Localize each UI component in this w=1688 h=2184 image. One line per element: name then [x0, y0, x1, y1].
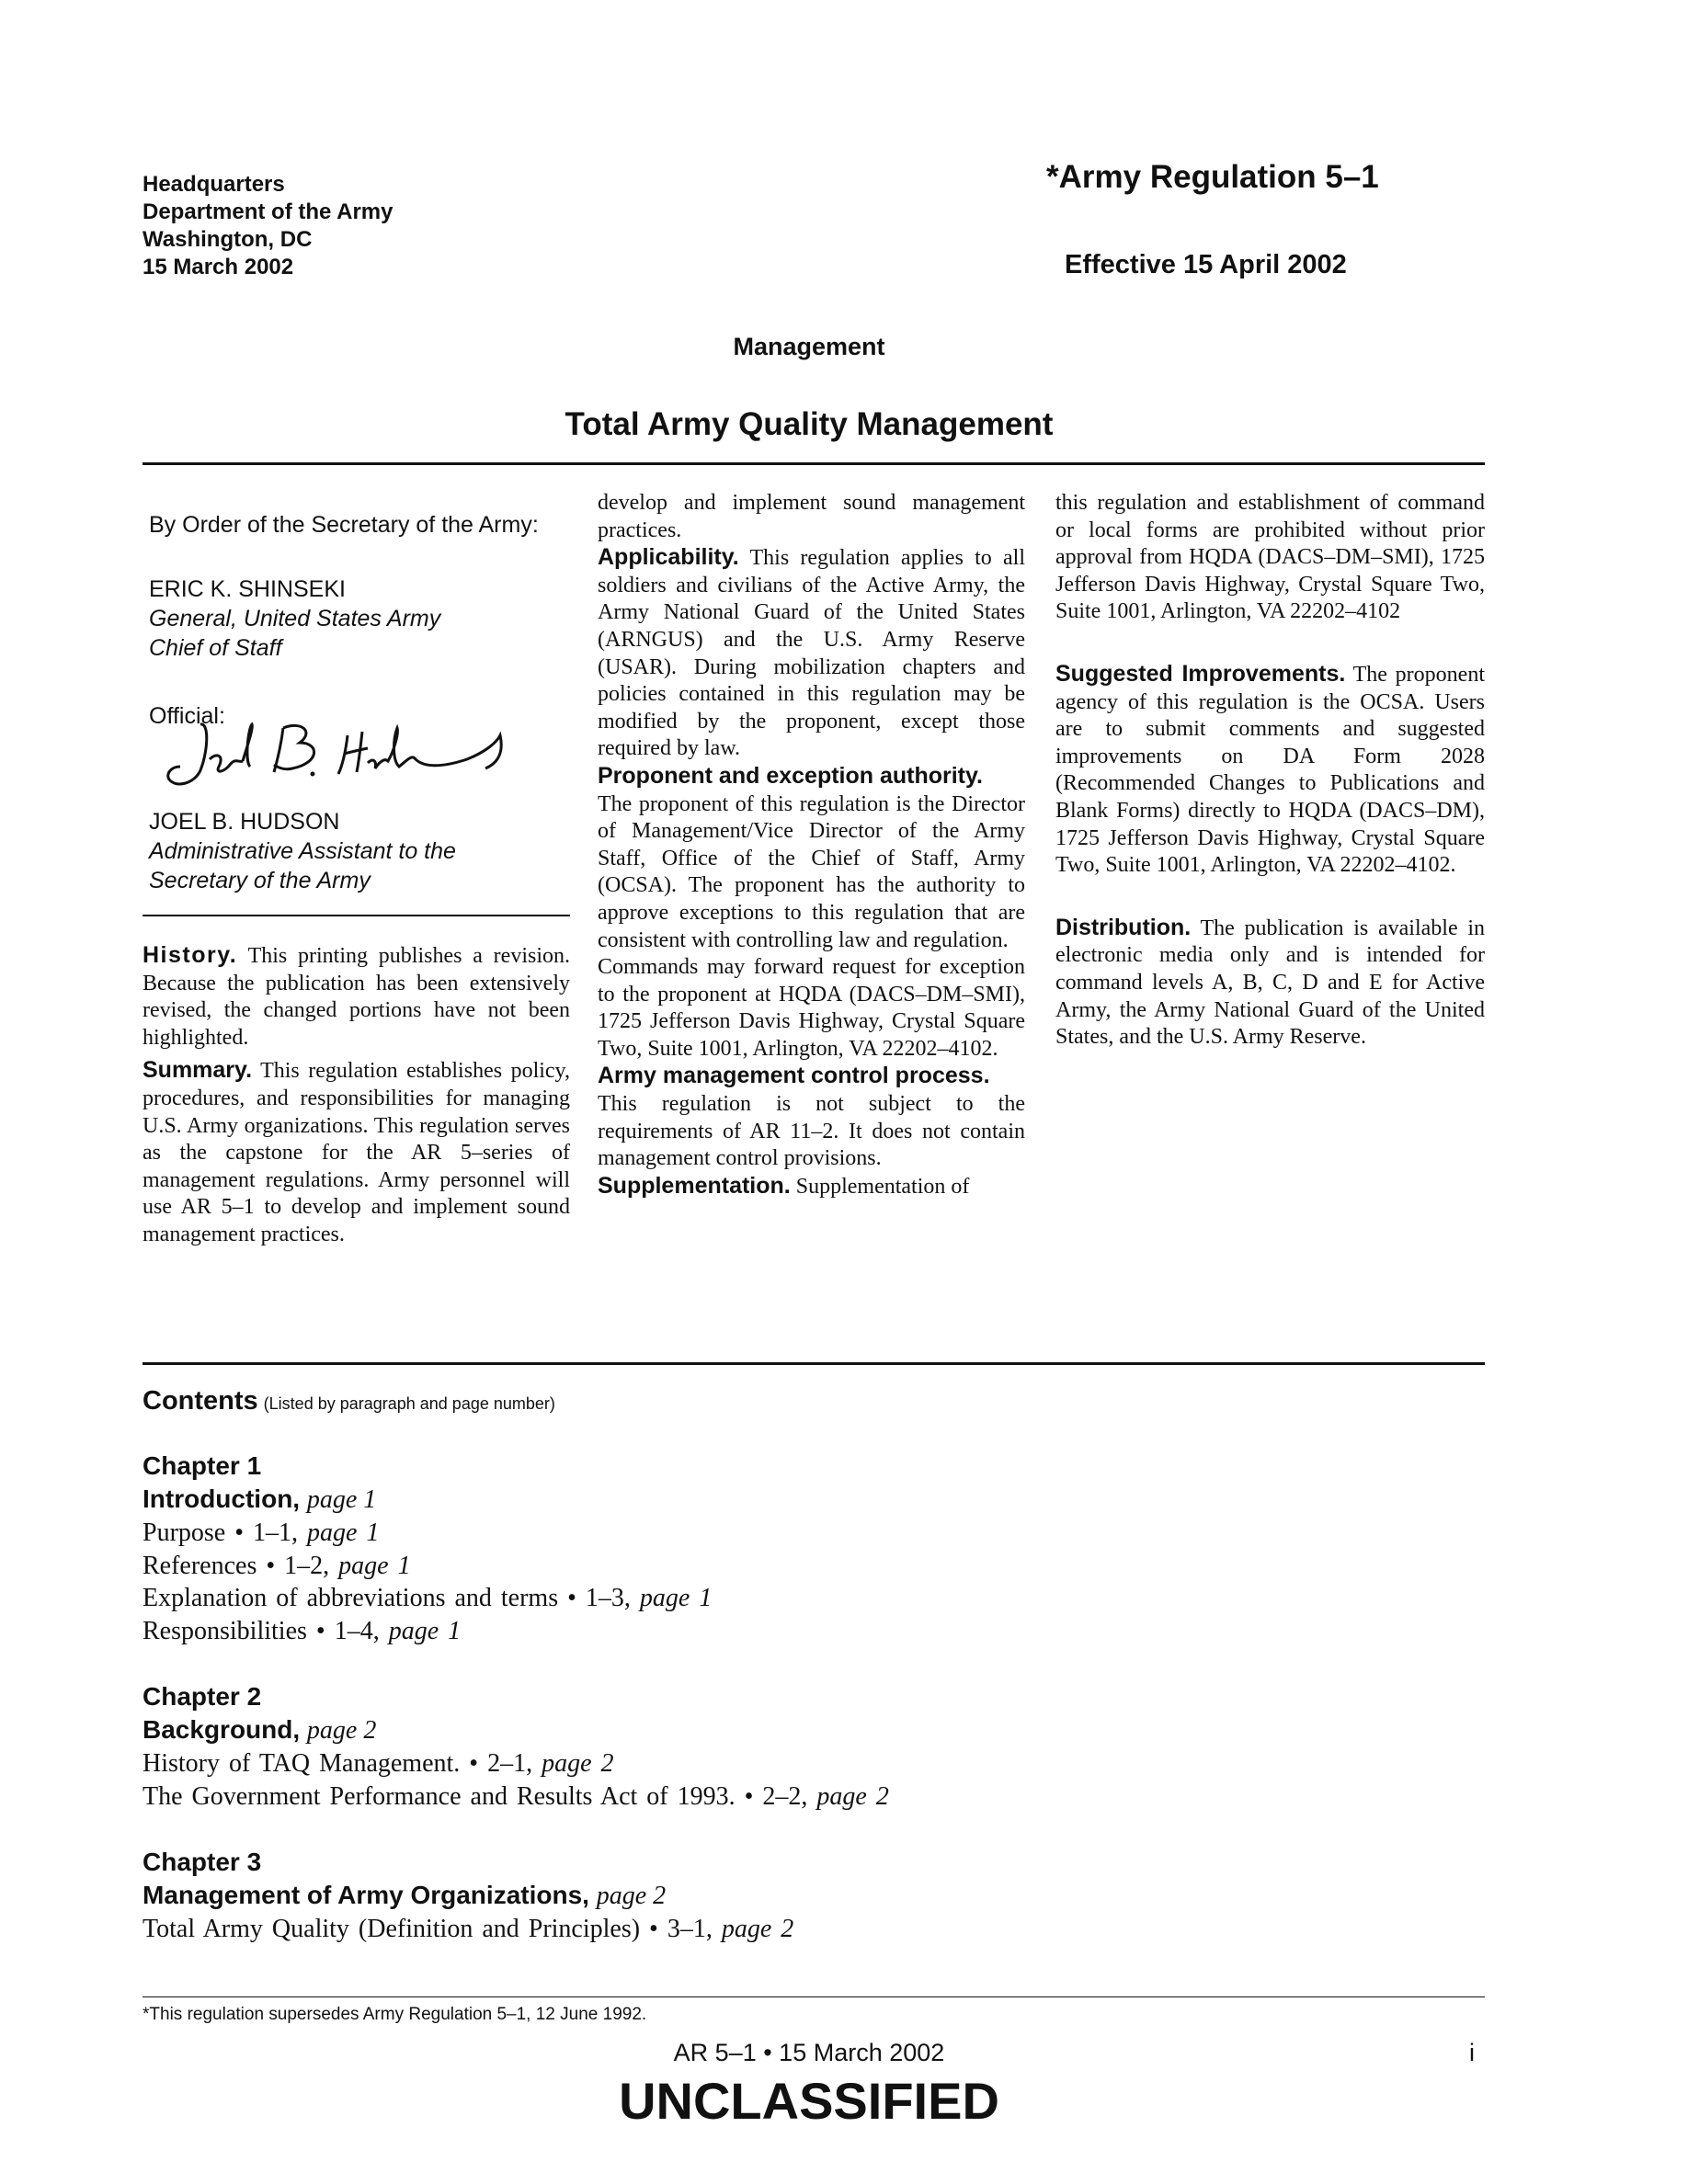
- toc-entry[interactable]: Purpose • 1–1, page 1: [143, 1519, 380, 1547]
- hq-line: Headquarters: [143, 172, 285, 197]
- chapter-2: [143, 1680, 1485, 1813]
- official-title: Administrative Assistant to the: [149, 838, 456, 864]
- chapter-number: Chapter 3: [143, 1848, 262, 1876]
- headquarters-block: [143, 171, 393, 281]
- supplementation-continued: this regulation and establishment of command or local forms are prohibited without prior approval from HQDA (DACS–DM–SMI), 1725 Jefferson Davis Highway, Crystal Square Two, Suite 1001, Arlington, VA 22202–4102: [1055, 491, 1485, 624]
- footnote: *This regulation supersedes Army Regulation 5–1, 12 June 1992.: [143, 2005, 647, 2024]
- improvements-text: The proponent agency of this regulation is the OCSA. Users are to submit comments and suggested improvements on DA Form 2028 (Recommended Changes to Publications and Blank Forms) directly to HQDA (DACS–DM), 1725 Jefferson Davis Highway, Crystal Square Two, Suite 1001, Arlington, VA 22202–4102.: [1055, 662, 1485, 878]
- toc-entry[interactable]: Explanation of abbreviations and terms • 1–3, page 1: [143, 1584, 713, 1612]
- toc-entry[interactable]: Responsibilities • 1–4, page 1: [143, 1616, 462, 1645]
- control-heading: Army management control process.: [598, 1063, 990, 1089]
- chief-title: General, United States Army: [149, 606, 441, 631]
- supplementation-paragraph: [598, 1173, 1025, 1201]
- classification-banner: UNCLASSIFIED: [619, 2072, 999, 2130]
- summary-text: This regulation establishes policy, procedures, and responsibilities for managing U.S. Army organizations. This regulation serves as the capstone for the AR 5–series of management regulations. Army personnel will use AR 5–1 to develop and implement sound management practices.: [143, 1059, 570, 1246]
- contents-divider: [143, 1362, 1485, 1365]
- footnote-divider: [143, 1996, 1485, 1997]
- chapter-number: Chapter 1: [143, 1451, 262, 1480]
- effective-date: Effective 15 April 2002: [1065, 250, 1347, 279]
- applicability-paragraph: [598, 544, 1025, 763]
- proponent-paragraph: [598, 763, 1025, 954]
- distribution-heading: Distribution.: [1055, 914, 1192, 940]
- title-divider: [143, 462, 1485, 465]
- control-paragraph: [598, 1063, 1025, 1172]
- toc-entry[interactable]: The Government Performance and Results Act of 1993. • 2–2, page 2: [143, 1781, 889, 1811]
- authority-block: [149, 510, 572, 731]
- toc-entry[interactable]: Total Army Quality (Definition and Principles) • 3–1, page 2: [143, 1915, 794, 1943]
- signature-image: [164, 715, 531, 798]
- contents-title: Contents: [143, 1386, 258, 1416]
- chapter-number: Chapter 2: [143, 1682, 262, 1711]
- contents-header: [143, 1386, 1485, 1416]
- toc-entry[interactable]: References • 1–2, page 1: [143, 1551, 411, 1580]
- applicability-text: This regulation applies to all soldiers and civilians of the Active Army, the Army National Guard of the United States (ARNGUS) and the U.S. Army Reserve (USAR). During mobilization chapters and policies contained in this regulation may be modified by the proponent, except those required by law.: [598, 546, 1025, 761]
- official-block: [149, 807, 572, 895]
- column-2: [598, 490, 1025, 1200]
- history-text: This printing publishes a revision. Because the publication has been extensively revised, the changed portions have not been highlighted.: [143, 944, 570, 1050]
- applicability-heading: Applicability.: [598, 544, 739, 571]
- authority-divider: [143, 915, 570, 916]
- proponent-commands: Commands may forward request for exception to the proponent at HQDA (DACS–DM–SMI), 1725 Jefferson Davis Highway, Crystal Square Two, Suite 1001, Arlington, VA 22202–4102.: [598, 955, 1025, 1061]
- by-order-line: By Order of the Secretary of the Army:: [149, 512, 539, 538]
- history-paragraph: [143, 942, 570, 1052]
- control-text: This regulation is not subject to the requirements of AR 11–2. It does not contain management control provisions.: [598, 1092, 1025, 1171]
- column-3: [1055, 490, 1485, 1052]
- official-name: JOEL B. HUDSON: [149, 809, 340, 835]
- distribution-paragraph: [1055, 915, 1485, 1052]
- column-1: [143, 942, 570, 1249]
- proponent-heading: Proponent and exception authority.: [598, 762, 984, 789]
- category-heading: Management: [733, 333, 885, 360]
- summary-heading: Summary.: [143, 1057, 253, 1084]
- regulation-number: *Army Regulation 5–1: [1046, 159, 1379, 195]
- improvements-paragraph: [1055, 661, 1485, 880]
- chapter-title-link[interactable]: Management of Army Organizations, page 2: [143, 1881, 667, 1910]
- official-role: Secretary of the Army: [149, 868, 371, 893]
- summary-continued: develop and implement sound management practices.: [598, 491, 1025, 542]
- contents-subtitle: (Listed by paragraph and page number): [263, 1394, 555, 1413]
- toc-entry[interactable]: History of TAQ Management. • 2–1, page 2: [143, 1749, 614, 1778]
- chapter-title-link[interactable]: Introduction, page 1: [143, 1484, 377, 1514]
- supplementation-heading: Supplementation.: [598, 1172, 791, 1199]
- department-line: Department of the Army: [143, 199, 393, 224]
- page-title: Total Army Quality Management: [565, 406, 1054, 442]
- chief-name: ERIC K. SHINSEKI: [149, 576, 346, 602]
- document-id: AR 5–1 • 15 March 2002: [673, 2039, 945, 2066]
- supplementation-text-start: Supplementation of: [790, 1174, 970, 1199]
- chapter-1: [143, 1450, 1485, 1647]
- location-line: Washington, DC: [143, 227, 313, 252]
- chapter-title-link[interactable]: Background, page 2: [143, 1715, 377, 1745]
- history-heading: History.: [143, 942, 238, 968]
- distribution-text: The publication is available in electronic media only and is intended for command levels A, B, C, D and E for Active Army, the Army National Guard of the United States, and the U.S. Army Reserve.: [1055, 916, 1485, 1050]
- table-of-contents: [143, 1386, 1485, 1946]
- official-label: Official:: [149, 703, 225, 729]
- chief-role: Chief of Staff: [149, 635, 282, 661]
- improvements-heading: Suggested Improvements.: [1055, 660, 1346, 687]
- proponent-text: The proponent of this regulation is the Director of Management/Vice Director of the Army Staff, Office of the Chief of Staff, Army (OCSA). The proponent has the authority to approve exceptions to this regulation that are consistent with controlling law and regulation.: [598, 791, 1025, 952]
- page-number: i: [1469, 2039, 1475, 2066]
- issue-date: 15 March 2002: [143, 255, 294, 279]
- summary-paragraph: [143, 1057, 570, 1248]
- chapter-3: [143, 1846, 1485, 1946]
